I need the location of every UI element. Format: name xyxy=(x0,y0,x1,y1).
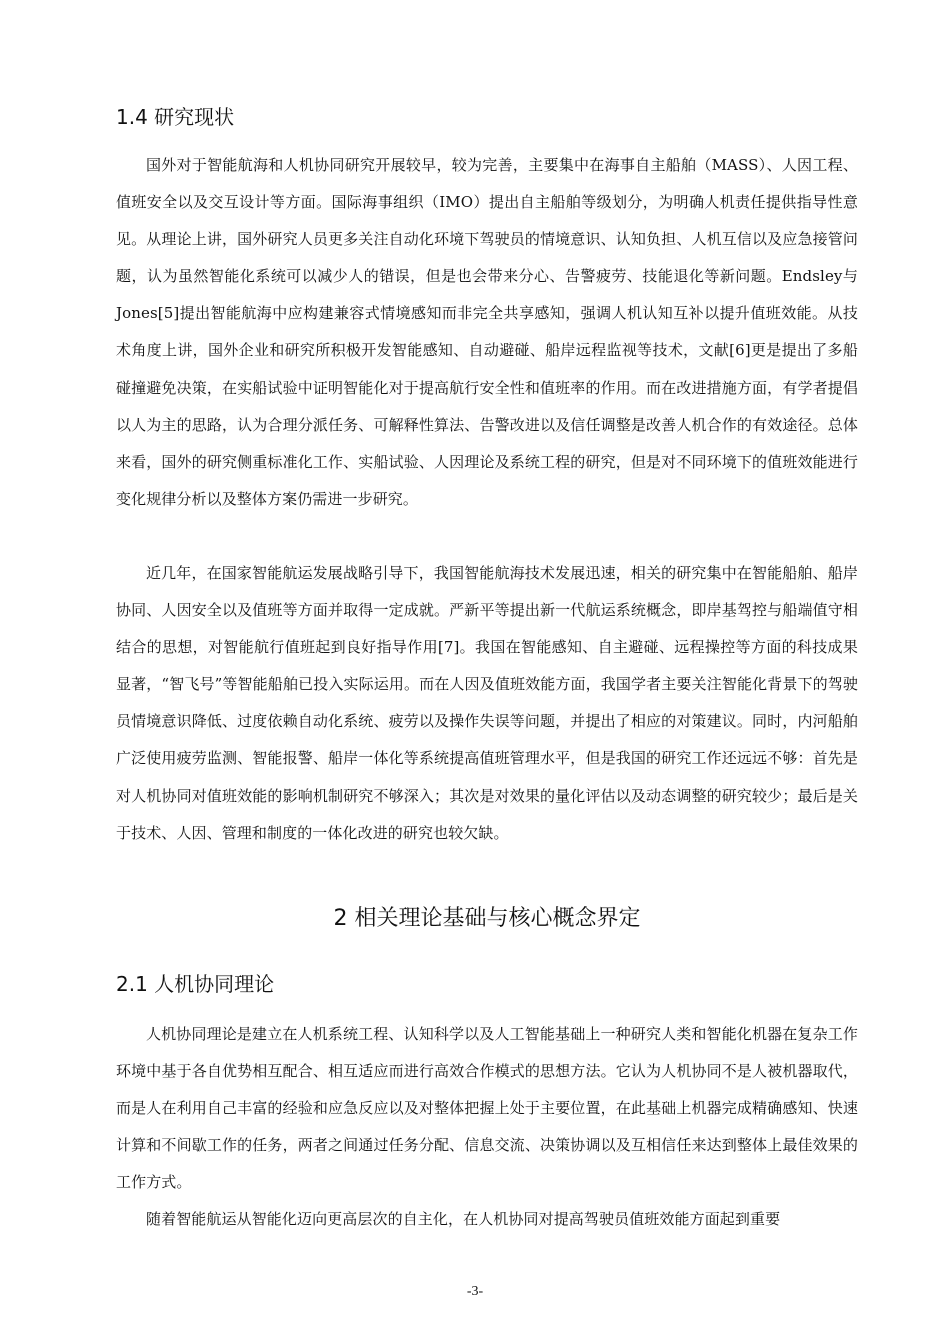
section-heading-1-4: 1.4 研究现状 xyxy=(116,105,235,129)
paragraph-research-abroad: 国外对于智能航海和人机协同研究开展较早，较为完善，主要集中在海事自主船舶（MASS）、人因工程、值班安全以及交互设计等方面。国际海事组织（IMO）提出自主船舶等级划分，为明确人机责任提供指导性意见。从理论上讲，国外研究人员更多关注自动化环境下驾驶员的情境意识、认知负担、人机互信以及应急接管问题，认为虽然智能化系统可以减少人的错误，但是也会带来分心、告警疲劳、技能退化等新问题。Endsley与Jones[5]提出智能航海中应构建兼容式情境感知而非完全共享感知，强调人机认知互补以提升值班效能。从技术角度上讲，国外企业和研究所积极开发智能感知、自动避碰、船岸远程监视等技术，文献[6]更是提出了多船碰撞避免决策，在实船试验中证明智能化对于提高航行安全性和值班率的作用。而在改进措施方面，有学者提倡以人为主的思路，认为合理分派任务、可解释性算法、告警改进以及信任调整是改善人机合作的有效途径。总体来看，国外的研究侧重标准化工作、实船试验、人因理论及系统工程的研究，但是对不同环境下的值班效能进行变化规律分析以及整体方案仍需进一步研究。 xyxy=(116,156,858,508)
paragraph-hmc-continuation: 随着智能航运从智能化迈向更高层次的自主化，在人机协同对提高驾驶员值班效能方面起到重要 xyxy=(146,1210,781,1228)
page-number: -3- xyxy=(466,1284,484,1299)
section-heading-2-1: 2.1 人机协同理论 xyxy=(116,972,275,996)
chapter-heading-2: 2 相关理论基础与核心概念界定 xyxy=(333,906,641,931)
paragraph-hmc-theory: 人机协同理论是建立在人机系统工程、认知科学以及人工智能基础上一种研究人类和智能化机器在复杂工作环境中基于各自优势相互配合、相互适应而进行高效合作模式的思想方法。它认为人机协同不是人被机器取代，而是人在利用自己丰富的经验和应急反应以及对整体把握上处于主要位置，在此基础上机器完成精确感知、快速计算和不间歇工作的任务，两者之间通过任务分配、信息交流、决策协调以及互相信任来达到整体上最佳效果的工作方式。 xyxy=(116,1025,858,1192)
paragraph-research-domestic: 近几年，在国家智能航运发展战略引导下，我国智能航海技术发展迅速，相关的研究集中在智能船舶、船岸协同、人因安全以及值班等方面并取得一定成就。严新平等提出新一代航运系统概念，即岸基驾控与船端值守相结合的思想，对智能航行值班起到良好指导作用[7]。我国在智能感知、自主避碰、远程操控等方面的科技成果显著，“智飞号”等智能船舶已投入实际运用。而在人因及值班效能方面，我国学者主要关注智能化背景下的驾驶员情境意识降低、过度依赖自动化系统、疲劳以及操作失误等问题，并提出了相应的对策建议。同时，内河船舶广泛使用疲劳监测、智能报警、船岸一体化等系统提高值班管理水平，但是我国的研究工作还远远不够：首先是对人机协同对值班效能的影响机制研究不够深入；其次是对效果的量化评估以及动态调整的研究较少；最后是关于技术、人因、管理和制度的一体化改进的研究也较欠缺。 xyxy=(116,564,858,842)
